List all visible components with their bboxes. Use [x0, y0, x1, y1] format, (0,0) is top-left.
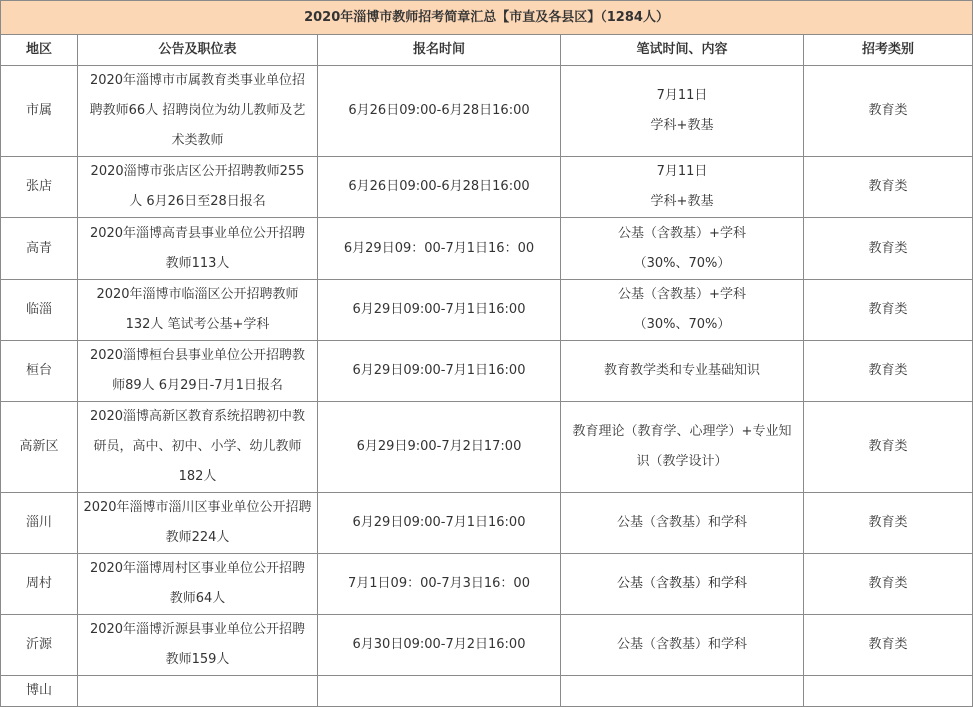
exam-line: 公基（含教基）+学科 — [618, 287, 746, 302]
category-cell: 教育类 — [804, 66, 973, 157]
table-row — [1, 157, 973, 218]
signup-time-cell: 6月29日9:00-7月2日17:00 — [318, 402, 561, 493]
notice-link-line[interactable]: 教师113人 — [165, 255, 230, 271]
notice-link-line[interactable]: 2020淄博市张店区公开招聘教师255 — [90, 164, 305, 179]
table-row — [1, 554, 973, 615]
exam-cell — [561, 218, 804, 280]
signup-time-cell — [318, 676, 561, 707]
exam-line: （30%、70%） — [633, 317, 731, 332]
table-row — [1, 676, 973, 707]
signup-time-cell: 6月30日09:00-7月2日16:00 — [318, 615, 561, 676]
notice-link-line[interactable]: 教师159人 — [165, 652, 230, 667]
notice-link-line[interactable]: 研员，高中、初中、小学、幼儿教师 — [93, 439, 302, 454]
notice-link-cell[interactable] — [78, 615, 318, 676]
category-cell — [804, 676, 973, 707]
notice-link-cell[interactable] — [78, 157, 318, 218]
notice-link-line[interactable]: 2020年淄博市市属教育类事业单位招 — [89, 73, 306, 88]
notice-link-line[interactable]: 师89人 6月29日-7月1日报名 — [112, 378, 283, 393]
notice-link-cell[interactable] — [78, 66, 318, 157]
header-notice: 公告及职位表 — [78, 35, 318, 66]
region-cell: 淄川 — [1, 493, 78, 554]
notice-link-line[interactable]: 2020淄博桓台县事业单位公开招聘教 — [89, 348, 306, 363]
category-cell: 教育类 — [804, 402, 973, 493]
signup-time-cell: 6月26日09:00-6月28日16:00 — [318, 66, 561, 157]
exam-line: 教育理论（教育学、心理学）+专业知 — [572, 424, 792, 439]
exam-cell — [561, 615, 804, 676]
region-cell: 桓台 — [1, 341, 78, 402]
exam-cell — [561, 280, 804, 341]
notice-link-line[interactable]: 2020年淄博沂源县事业单位公开招聘 — [89, 622, 306, 637]
notice-link-line[interactable]: 182人 — [178, 469, 217, 484]
exam-cell — [561, 402, 804, 493]
notice-link-line[interactable]: 教师64人 — [169, 591, 226, 606]
region-cell: 市属 — [1, 66, 78, 157]
table-row — [1, 493, 973, 554]
notice-link-line[interactable]: 2020年淄博市临淄区公开招聘教师 — [96, 287, 299, 302]
header-row — [1, 35, 973, 66]
exam-line: （30%、70%） — [633, 255, 731, 271]
notice-link-line[interactable]: 132人 笔试考公基+学科 — [125, 317, 270, 332]
exam-line: 公基（含教基）和学科 — [616, 637, 747, 652]
notice-link-line[interactable]: 人 6月26日至28日报名 — [129, 194, 266, 209]
notice-link-cell[interactable] — [78, 554, 318, 615]
region-cell: 博山 — [1, 676, 78, 707]
header-category: 招考类别 — [804, 35, 973, 66]
exam-line: 7月11日 — [656, 88, 708, 103]
signup-time-cell: 6月29日09:00-7月1日16:00 — [318, 341, 561, 402]
exam-cell — [561, 554, 804, 615]
region-cell: 临淄 — [1, 280, 78, 341]
signup-time-cell: 6月26日09:00-6月28日16:00 — [318, 157, 561, 218]
exam-line: 学科+教基 — [650, 194, 714, 209]
exam-line: 学科+教基 — [650, 118, 714, 133]
region-cell: 张店 — [1, 157, 78, 218]
signup-time-cell: 6月29日09：00-7月1日16：00 — [318, 218, 561, 280]
exam-cell — [561, 341, 804, 402]
header-signup-time: 报名时间 — [318, 35, 561, 66]
notice-link-cell[interactable] — [78, 493, 318, 554]
table-row — [1, 341, 973, 402]
notice-link-cell[interactable] — [78, 280, 318, 341]
category-cell: 教育类 — [804, 493, 973, 554]
exam-line: 7月11日 — [656, 164, 708, 179]
region-cell: 周村 — [1, 554, 78, 615]
exam-cell — [561, 676, 804, 707]
notice-link-line[interactable]: 术类教师 — [171, 133, 224, 148]
category-cell: 教育类 — [804, 157, 973, 218]
table-row — [1, 280, 973, 341]
exam-line: 教育教学类和专业基础知识 — [603, 363, 760, 378]
notice-link-cell[interactable] — [78, 402, 318, 493]
exam-line: 识（教学设计） — [636, 454, 728, 469]
notice-link-cell[interactable] — [78, 341, 318, 402]
exam-line: 公基（含教基）和学科 — [616, 515, 747, 530]
title-row — [1, 1, 973, 35]
region-cell: 高新区 — [1, 402, 78, 493]
signup-time-cell: 7月1日09：00-7月3日16：00 — [318, 554, 561, 615]
notice-link-line[interactable]: 2020年淄博高青县事业单位公开招聘 — [89, 225, 306, 241]
table-row — [1, 66, 973, 157]
signup-time-cell: 6月29日09:00-7月1日16:00 — [318, 280, 561, 341]
notice-link-line[interactable]: 聘教师66人 招聘岗位为幼儿教师及艺 — [89, 103, 306, 118]
exam-line: 公基（含教基）+学科 — [618, 225, 746, 241]
region-cell: 高青 — [1, 218, 78, 280]
table-row — [1, 402, 973, 493]
exam-line: 公基（含教基）和学科 — [616, 576, 747, 591]
region-cell: 沂源 — [1, 615, 78, 676]
category-cell: 教育类 — [804, 615, 973, 676]
notice-link-line[interactable]: 2020年淄博周村区事业单位公开招聘 — [89, 561, 306, 576]
header-exam: 笔试时间、内容 — [561, 35, 804, 66]
header-region: 地区 — [1, 35, 78, 66]
exam-cell — [561, 157, 804, 218]
table-row — [1, 218, 973, 280]
category-cell: 教育类 — [804, 218, 973, 280]
table-row — [1, 615, 973, 676]
table-title: 2020年淄博市教师招考简章汇总【市直及各县区】（1284人） — [1, 1, 973, 35]
category-cell: 教育类 — [804, 341, 973, 402]
category-cell: 教育类 — [804, 280, 973, 341]
signup-time-cell: 6月29日09:00-7月1日16:00 — [318, 493, 561, 554]
exam-cell — [561, 66, 804, 157]
category-cell: 教育类 — [804, 554, 973, 615]
notice-link-line[interactable]: 2020年淄博市淄川区事业单位公开招聘 — [83, 500, 312, 515]
notice-link-line[interactable]: 教师224人 — [165, 530, 230, 545]
notice-link-cell — [78, 676, 318, 707]
exam-cell — [561, 493, 804, 554]
notice-link-cell[interactable] — [78, 218, 318, 280]
notice-link-line[interactable]: 2020淄博高新区教育系统招聘初中教 — [89, 409, 306, 424]
